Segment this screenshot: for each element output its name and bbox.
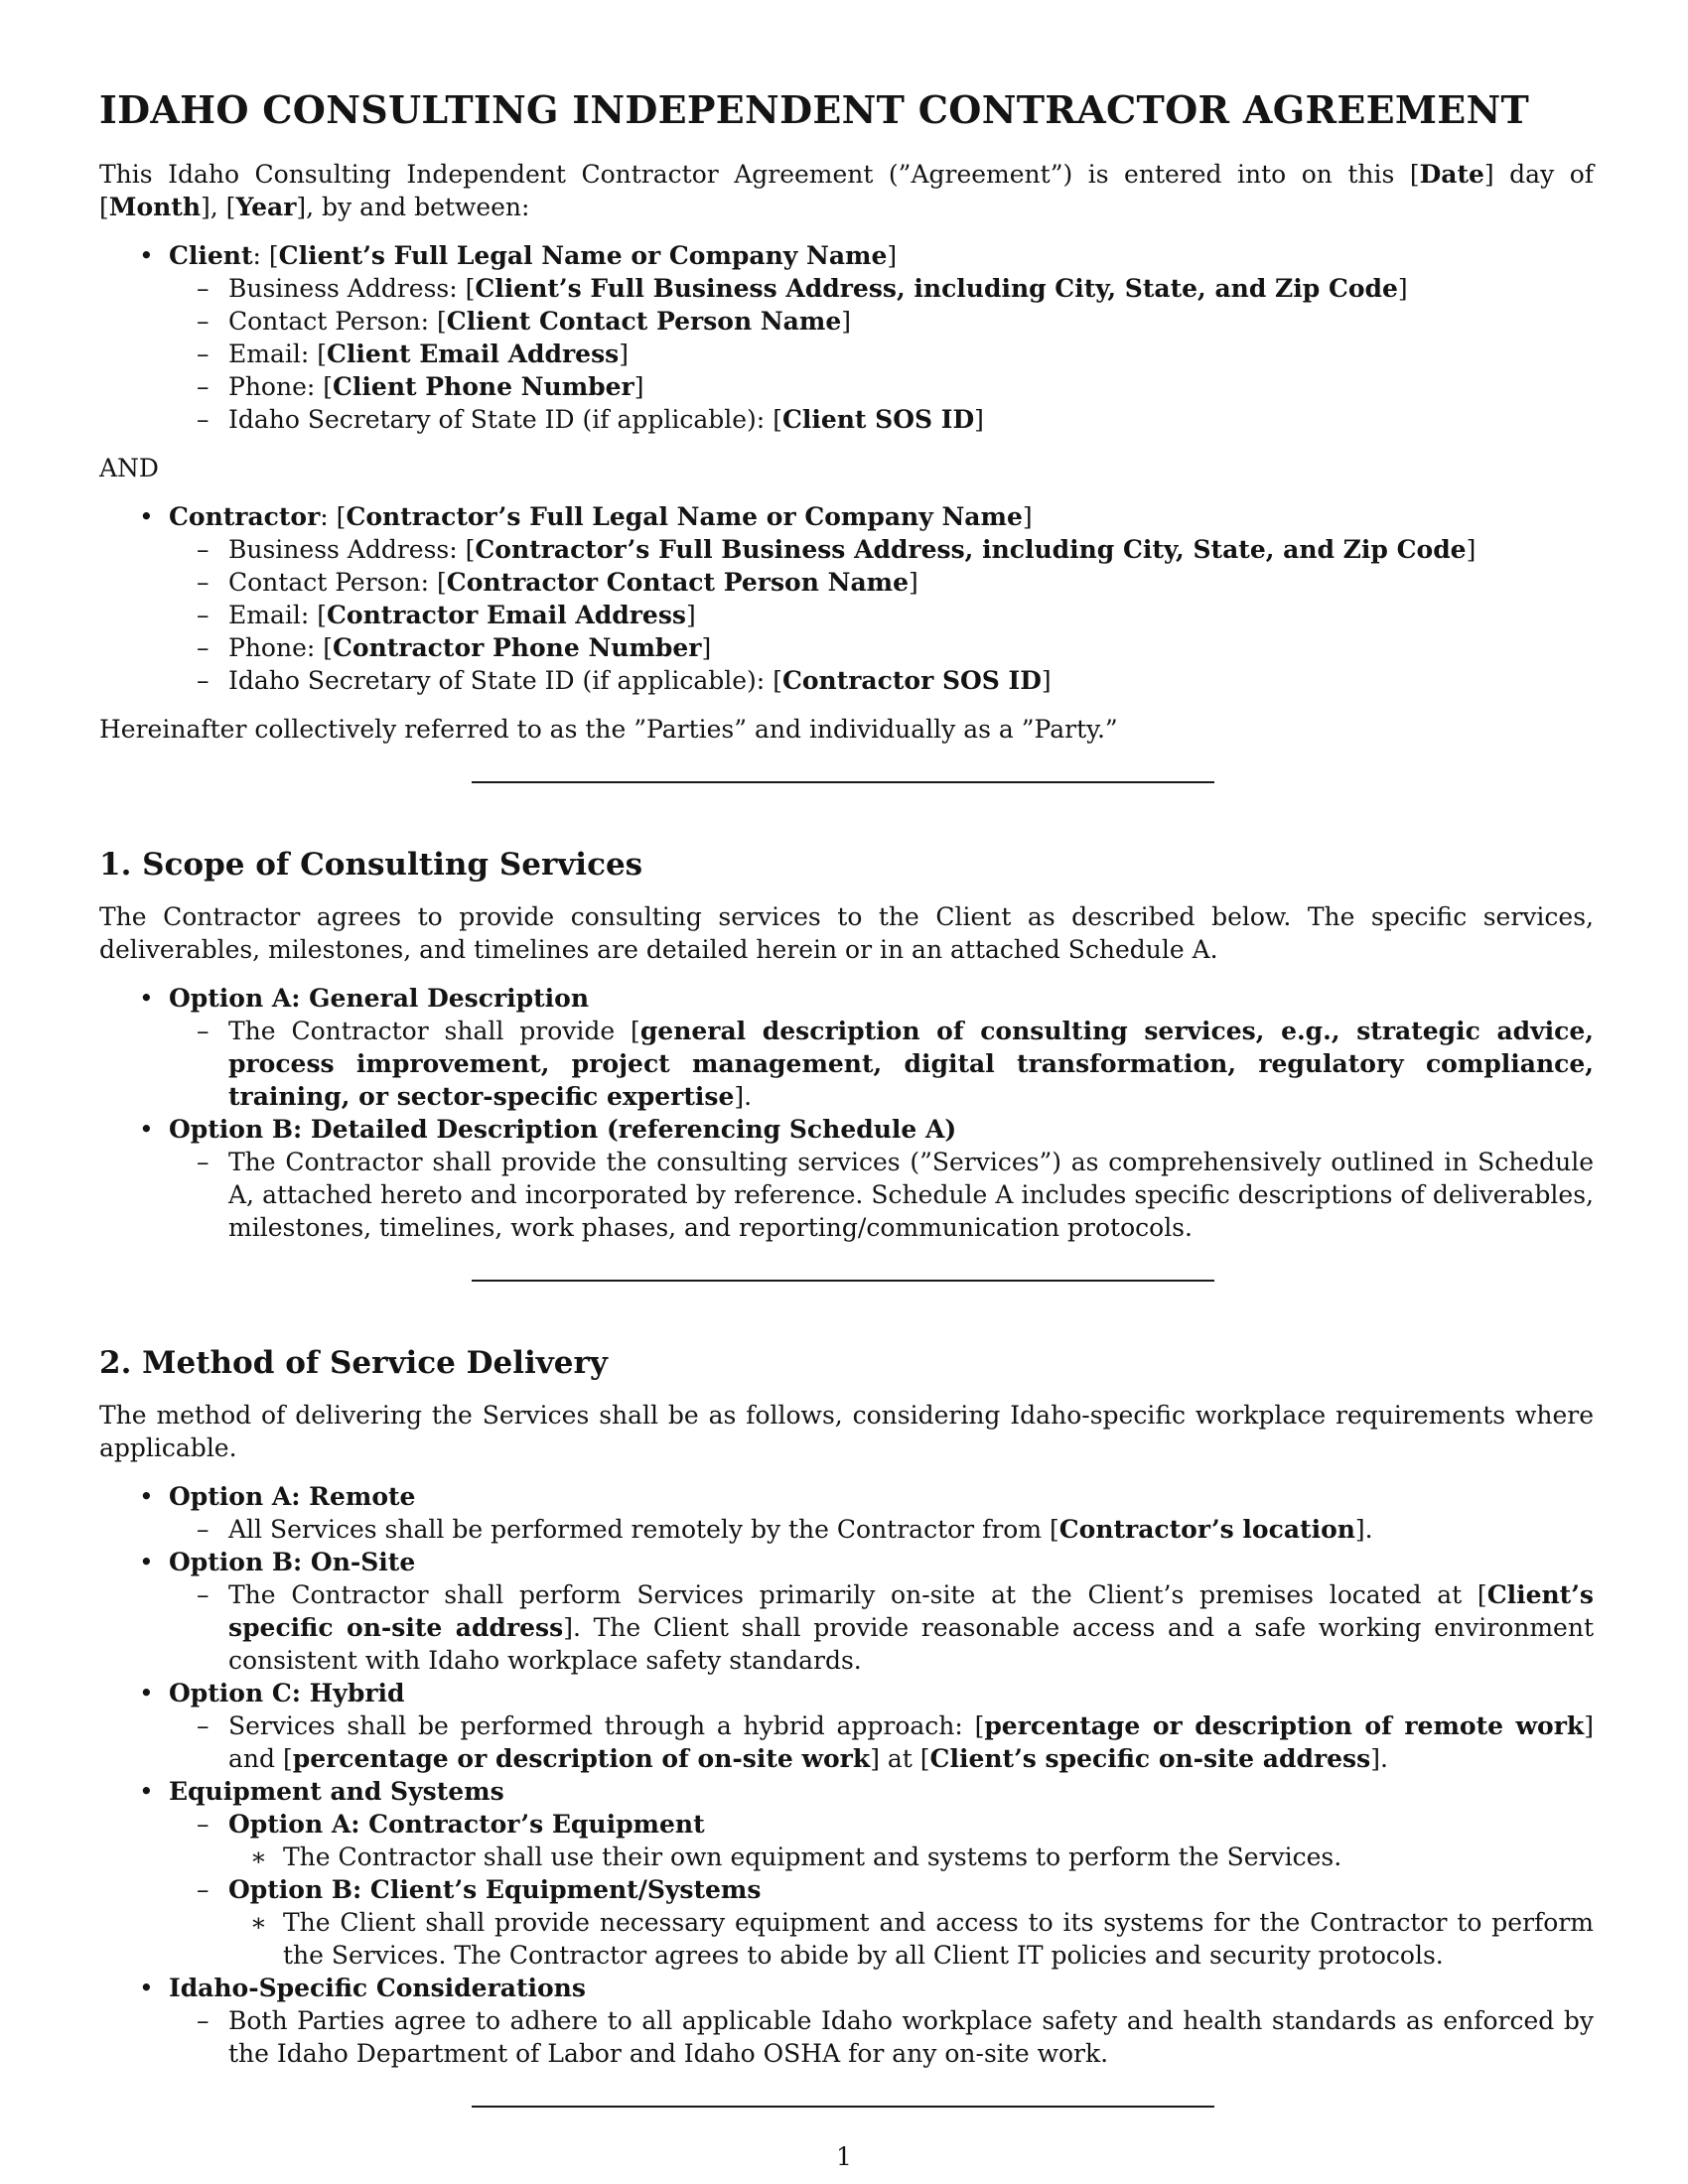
scope-option-a: • Option A: General Description (139, 984, 590, 1013)
delivery-option-b: • Option B: On-Site (139, 1548, 416, 1576)
client-phone: – Phone: [Client Phone Number] (197, 372, 644, 401)
client-list (99, 239, 1594, 436)
contractor-business-address: – Business Address: [Contractor’s Full Business Address, including City, State, and Zip Code] (197, 535, 1477, 564)
equipment-option-b-text: ∗ The Client shall provide necessary equipment and access to its systems for the Contractor to perform the Services. The Contractor agrees to abide by all Client IT policies and security protocols. (250, 1908, 1594, 1970)
equipment-option-a-text: ∗ The Contractor shall use their own equipment and systems to perform the Services. (250, 1843, 1342, 1871)
year-placeholder: Year (235, 193, 297, 221)
contractor-sos-id: – Idaho Secretary of State ID (if applicable): [Contractor SOS ID] (197, 666, 1052, 695)
contractor-item: • Contractor: [Contractor’s Full Legal Name or Company Name] (139, 502, 1033, 531)
contractor-phone: – Phone: [Contractor Phone Number] (197, 633, 712, 662)
document-title: IDAHO CONSULTING INDEPENDENT CONTRACTOR AGREEMENT (99, 87, 1530, 132)
scope-option-b: • Option B: Detailed Description (referencing Schedule A) (139, 1115, 957, 1144)
intro-paragraph: This Idaho Consulting Independent Contractor Agreement (”Agreement”) is entered into on this [Date] day of [Month], [Year], by and between: (99, 160, 1595, 221)
delivery-option-c: • Option C: Hybrid (139, 1679, 405, 1707)
scope-option-a-text: – The Contractor shall provide [general description of consulting services, e.g., strategic advice, process improvement, project management, digital transformation, regulatory compliance, training, or sector-specific expertise]. (197, 1017, 1595, 1111)
delivery-option-c-text: – Services shall be performed through a hybrid approach: [percentage or description of remote work] and [percentage or description of on-site work] at [Client’s specific on-site address]. (197, 1711, 1594, 1773)
delivery-option-a: • Option A: Remote (139, 1482, 416, 1511)
section-2-options (99, 1480, 1594, 2070)
client-item: • Client: [Client’s Full Legal Name or Company Name] (139, 241, 898, 270)
scope-option-b-text: – The Contractor shall provide the consulting services (”Services”) as comprehensively outlined in Schedule A, attached hereto and incorporated by reference. Schedule A includes specific descriptions of deliverables, milestones, timelines, work phases, and reporting/communication protocols. (197, 1148, 1594, 1242)
client-email: – Email: [Client Email Address] (197, 340, 629, 368)
section-divider (472, 1280, 1214, 1282)
section-1-options (99, 982, 1594, 1244)
idaho-considerations: • Idaho-Specific Considerations (139, 1974, 586, 2002)
section-1-intro: The Contractor agrees to provide consulting services to the Client as described below. The specific services, deliverables, milestones, and timelines are detailed herein or in an attached Schedule A. (99, 902, 1594, 964)
contractor-email: – Email: [Contractor Email Address] (197, 601, 696, 629)
equipment-option-b: – Option B: Client’s Equipment/Systems (197, 1875, 762, 1904)
idaho-considerations-text: – Both Parties agree to adhere to all applicable Idaho workplace safety and health standards as enforced by the Idaho Department of Labor and Idaho OSHA for any on-site work. (197, 2006, 1594, 2068)
document-content (99, 87, 1594, 2171)
section-1-heading: 1. Scope of Consulting Services (99, 847, 643, 883)
equipment-option-a: – Option A: Contractor’s Equipment (197, 1810, 705, 1839)
contractor-contact-person: – Contact Person: [Contractor Contact Person Name] (197, 568, 918, 597)
client-business-address: – Business Address: [Client’s Full Business Address, including City, State, and Zip Code] (197, 274, 1408, 303)
section-2-intro: The method of delivering the Services shall be as follows, considering Idaho-specific workplace requirements where applicable. (99, 1401, 1594, 1462)
delivery-option-b-text: – The Contractor shall perform Services primarily on-site at the Client’s premises located at [Client’s specific on-site address]. The Client shall provide reasonable access and a safe working environment consistent with Idaho workplace safety standards. (197, 1580, 1595, 1675)
delivery-option-a-text: – All Services shall be performed remotely by the Contractor from [Contractor’s location]. (197, 1515, 1373, 1544)
page-number: 1 (836, 2142, 852, 2171)
section-2-heading: 2. Method of Service Delivery (99, 1345, 608, 1381)
section-divider (472, 781, 1214, 783)
contractor-list (99, 500, 1594, 697)
client-contact-person: – Contact Person: [Client Contact Person Name] (197, 307, 851, 336)
equipment-and-systems: • Equipment and Systems (139, 1777, 504, 1806)
section-divider (472, 2106, 1214, 2108)
client-sos-id: – Idaho Secretary of State ID (if applicable): [Client SOS ID] (197, 405, 984, 434)
date-placeholder: Date (1419, 160, 1484, 189)
month-placeholder: Month (108, 193, 202, 221)
hereinafter-paragraph: Hereinafter collectively referred to as the ”Parties” and individually as a ”Party.” (99, 715, 1118, 744)
and-separator: AND (99, 454, 159, 482)
